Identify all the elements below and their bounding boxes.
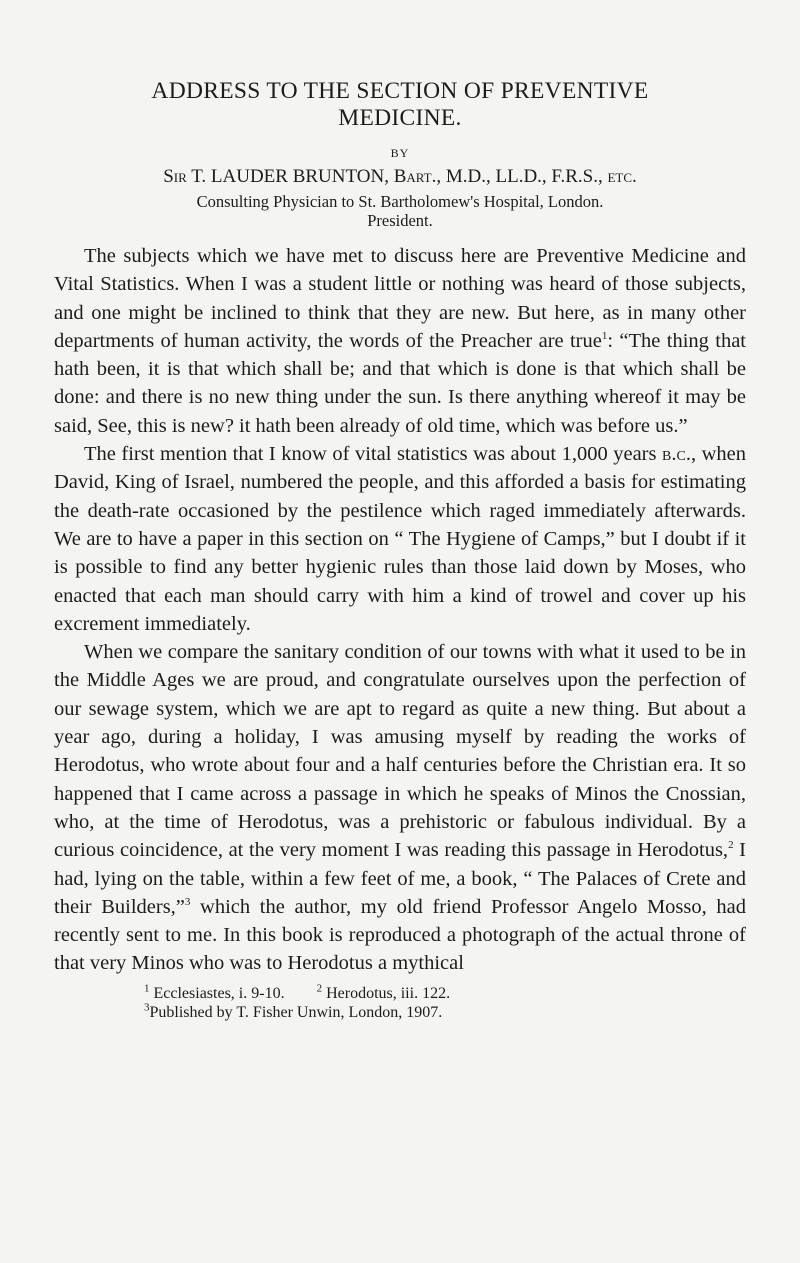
footnote-row-1 xyxy=(144,984,746,1003)
footnotes xyxy=(54,984,746,1022)
paragraph-3-text-a: When we compare the sanitary condition of our towns with what it used to be in the Middle Ages we are proud, and congratulate ourselves upon the perfection of our sewage system, which we are apt to regard as quite a new thing. But about a year ago, during a holiday, I was amusing myself by reading the works of Herodotus, who wrote about four and a half centuries before the Christian era. It so happened that I came across a passage in which he speaks of Minos the Cnossian, who, at the time of Herodotus, was a prehistoric or fabulous individual. By a curious coincidence, at the very moment I was reading this passage in Herodotus, xyxy=(54,641,746,862)
byline-by: BY xyxy=(390,146,410,160)
paragraph-2-text-b: , when David, King of Israel, numbered the people, and this afforded a basis for estimating the death-rate occasioned by the pestilence which raged immediately afterwards. We are to have a paper in this section on “ The Hygiene of Camps,” but I doubt if it is possible to find any better hygienic rules than those laid down by Moses, who enacted that each man should carry with him a kind of trowel and cover up his excrement immediately. xyxy=(54,443,747,635)
paragraph-3-text-b: I had, lying on the table, within a few feet of me, a book, “ The Palaces of Crete and their Builders,” xyxy=(54,839,746,918)
paragraph-1 xyxy=(54,242,746,440)
page xyxy=(54,78,746,1022)
title-line-2: MEDICINE. xyxy=(338,105,462,131)
paragraph-2-bc: b.c. xyxy=(662,443,691,466)
footnote-2: Herodotus, iii. 122. xyxy=(322,984,451,1002)
paragraph-1-text-a: The subjects which we have met to discuss here are Preventive Medicine and Vital Statistics. When I was a student little or nothing was heard of those subjects, and one might be inclined to think that they are new. But here, as in many other departments of human activity, the words of the Preacher are true xyxy=(54,245,746,352)
article-body xyxy=(54,242,746,978)
paragraph-2-text-a: The first mention that I know of vital statistics was about 1,000 years xyxy=(84,443,657,466)
footnote-row-2 xyxy=(144,1003,746,1022)
article-title xyxy=(54,78,746,132)
footnote-ref-1: 1 xyxy=(601,330,608,343)
title-line-1: ADDRESS TO THE SECTION OF PREVENTIVE xyxy=(151,78,649,104)
author-bart: Bart. xyxy=(393,166,437,187)
footnote-3-mark: 3 xyxy=(144,1001,150,1014)
paragraph-2 xyxy=(54,440,746,638)
paragraph-3 xyxy=(54,638,746,978)
author-name: T. LAUDER BRUNTON, xyxy=(191,166,389,187)
paragraph-3-text-c: which the author, my old friend Professor Angelo Mosso, had recently sent to me. In this book is reproduced a photograph of the actual throne of that very Minos who was to Herodotus a mythical xyxy=(54,895,747,975)
author-line xyxy=(54,166,746,188)
footnote-2-mark: 2 xyxy=(316,982,323,995)
footnote-ref-3: 3 xyxy=(184,896,191,908)
author-degrees: , M.D., LL.D., F.R.S., xyxy=(436,166,603,187)
footnote-1: Ecclesiastes, i. 9-10. xyxy=(149,984,285,1002)
footnote-1-mark: 1 xyxy=(144,982,150,995)
footnote-3: Published by T. Fisher Unwin, London, 1907. xyxy=(149,1003,443,1021)
author-affiliation: Consulting Physician to St. Bartholomew's Hospital, London. xyxy=(196,192,604,211)
author-prefix: Sir xyxy=(163,166,187,187)
author-role: President. xyxy=(367,211,433,230)
footnote-ref-2: 2 xyxy=(728,839,734,852)
author-etc: etc. xyxy=(607,166,637,187)
paragraph-1-text-b: : “The thing that hath been, it is that which shall be; and that which is done is that which shall be done: and there is no new thing under the sun. Is there anything whereof it may be said, See, this is new? it hath been already of old time, which was before us.” xyxy=(54,329,747,437)
